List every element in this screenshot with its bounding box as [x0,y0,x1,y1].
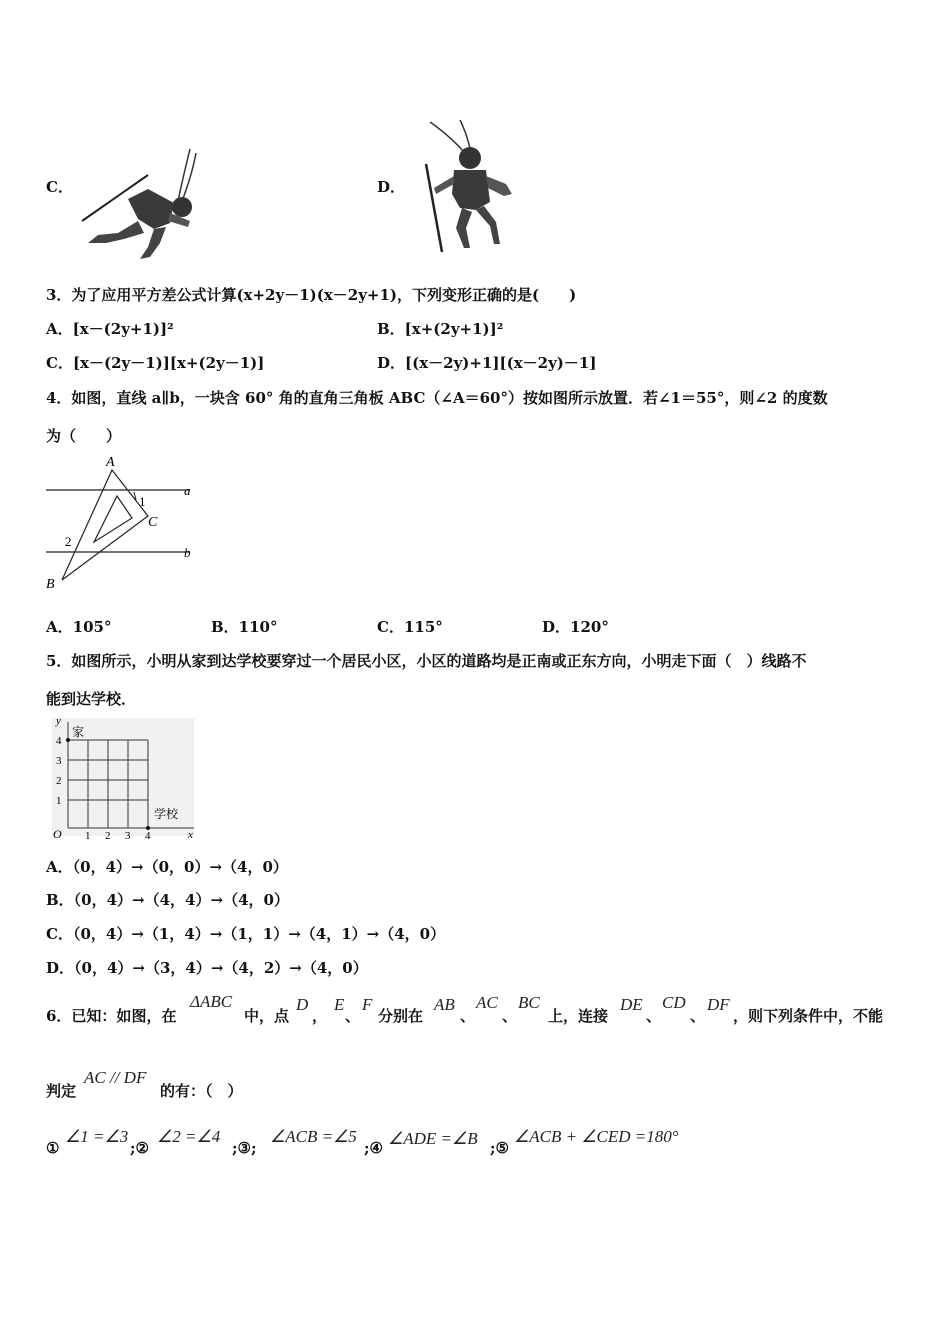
q6-cond-3-num: ;③; [232,1139,257,1157]
q6-point-e: E [334,995,345,1014]
q6-text-4: 上，连接 [548,1007,609,1025]
monkey-king-flying-icon [78,143,198,265]
y-tick-4: 4 [56,735,62,747]
q6-segment-cd: CD [662,993,686,1012]
q5-option-a: A．（0，4）→（0，0）→（4，0） [46,858,288,876]
q6-cond-5: ∠ACB + ∠CED =180° [514,1127,679,1146]
q5-option-c: C．（0，4）→（1，4）→（1，1）→（4，1）→（4，0） [46,925,446,943]
q5-option-d: D．（0，4）→（3，4）→（4，2）→（4，0） [46,959,368,977]
q6-segment-de: DE [620,995,643,1014]
q6-cond-2: ∠2 =∠4 [157,1127,221,1146]
y-tick-3: 3 [56,755,62,767]
q6-point-f: F [362,995,373,1014]
x-tick-1: 1 [85,830,91,840]
school-label: 学校 [154,807,179,821]
q2-option-c-label: C． [46,178,73,196]
q6-text-1: 6．已知：如图，在 [46,1007,177,1025]
q6-sep-3: 、 [502,1007,518,1025]
q6-text-7: 的有：（ ） [160,1082,243,1100]
q6-cond-4: ∠ADE =∠B [388,1129,478,1148]
q6-condition-ac-parallel-df: AC // DF [84,1068,147,1087]
triangle-outer [62,470,148,580]
q6-triangle-abc: ΔABC [190,992,233,1011]
q6-point-d: D [296,995,309,1014]
y-tick-1: 1 [56,795,62,807]
label-vertex-a: A [106,455,115,470]
x-tick-4: 4 [145,830,151,840]
label-angle-2: 2 [65,534,72,549]
q6-cond-1-num: ① [46,1139,60,1157]
q5-option-b: B．（0，4）→（4，4）→（4，0） [46,891,289,909]
q6-sep-4: 、 [646,1007,662,1025]
q4-option-d: D．120° [542,618,609,636]
q6-text-5: ，则下列条件中，不能 [733,1007,884,1025]
q5-grid-figure [44,716,204,840]
q3-option-d: D．[(x－2y)+1][(x－2y)－1] [377,354,597,372]
x-axis-label: x [188,829,193,840]
q6-cond-1: ∠1 =∠3 [65,1127,129,1146]
q4-option-c: C．115° [377,618,443,636]
q6-segment-bc: BC [518,993,540,1012]
monkey-king-standing-icon [420,118,520,258]
label-line-b: b [184,545,191,560]
label-vertex-c: C [148,515,158,530]
q3-stem: 3．为了应用平方差公式计算(x+2y－1)(x－2y+1)，下列变形正确的是( ) [46,286,577,304]
q6-segment-df: DF [707,995,730,1014]
q4-figure [40,452,210,592]
origin-label: O [53,827,62,840]
triangle-inner [94,496,132,542]
q6-cond-5-num: ;⑤ [490,1139,509,1157]
q3-option-a: A．[x－(2y+1)]² [46,320,174,338]
q6-sep-1: 、 [345,1007,361,1025]
label-line-a: a [184,483,191,498]
q6-sep-5: 、 [690,1007,706,1025]
q5-stem-line1: 5．如图所示，小明从家到达学校要穿过一个居民小区，小区的道路均是正南或正东方向，小明走下面（ ）线路不 [46,652,807,670]
q6-sep-2: 、 [460,1007,476,1025]
q6-cond-4-num: ;④ [364,1139,383,1157]
q6-text-3: 分别在 [378,1007,424,1025]
y-tick-2: 2 [56,775,62,787]
q6-text-6: 判定 [46,1082,77,1100]
home-label: 家 [72,725,85,739]
q4-option-b: B．110° [211,618,278,636]
x-tick-2: 2 [105,830,111,840]
label-angle-1: 1 [139,494,146,509]
x-tick-3: 3 [125,830,131,840]
q4-option-a: A．105° [46,618,112,636]
q4-stem-line1: 4．如图，直线 a∥b，一块含 60° 角的直角三角板 ABC（∠A＝60°）按如图所示放置．若∠1＝55°，则∠2 的度数 [46,389,828,407]
q6-cond-3: ∠ACB =∠5 [270,1127,357,1146]
q2-option-d-label: D． [377,178,406,196]
q5-stem-line2: 能到达学校． [46,690,137,708]
label-vertex-b: B [46,577,55,592]
y-axis-label: y [56,716,61,727]
q6-segment-ac: AC [476,993,498,1012]
q6-text-2: 中，点 [244,1007,290,1025]
q6-segment-ab: AB [434,995,455,1014]
q6-cond-2-num: ;② [130,1139,149,1157]
q4-stem-line2: 为（ ） [46,427,122,445]
q6-comma: ， [312,1007,328,1025]
q3-option-c: C．[x－(2y－1)][x+(2y－1)] [46,354,265,372]
q3-option-b: B．[x+(2y+1)]² [377,320,504,338]
